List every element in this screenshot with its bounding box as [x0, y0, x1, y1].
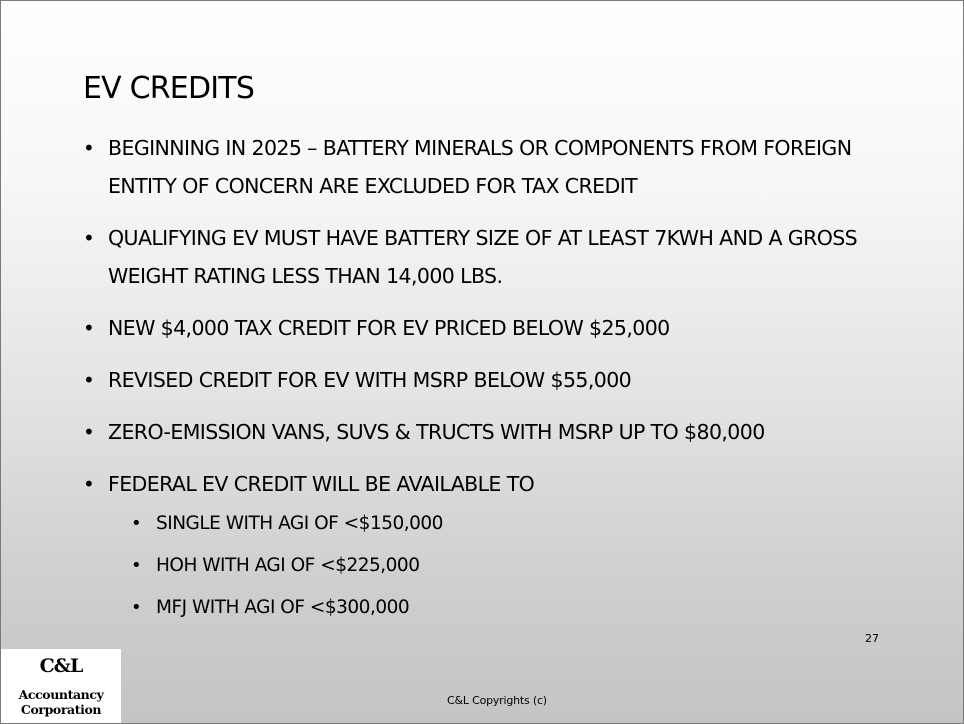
bullet-item — [83, 413, 913, 451]
sub-bullet-text: MFJ WITH AGI OF <$300,000 — [156, 597, 410, 618]
sub-bullet-text: SINGLE WITH AGI OF <$150,000 — [156, 513, 443, 534]
bullet-item — [83, 361, 913, 399]
bullet-dot-icon: • — [83, 136, 95, 160]
company-logo — [1, 649, 121, 723]
bullet-dot-icon: • — [83, 420, 95, 444]
bullet-item — [83, 309, 913, 347]
bullet-dot-icon: • — [83, 226, 95, 250]
bullet-dot-icon: • — [131, 555, 142, 576]
bullet-text: REVISED CREDIT FOR EV WITH MSRP BELOW $55,000 — [108, 368, 632, 392]
sub-bullet-item — [131, 507, 913, 540]
logo-mark: C&L — [39, 655, 83, 677]
bullet-item — [83, 219, 913, 295]
logo-text-line1: Accountancy — [18, 687, 104, 702]
bullet-dot-icon: • — [83, 368, 95, 392]
bullet-item — [83, 129, 913, 205]
sub-bullet-list — [108, 507, 913, 624]
footer-copyright: C&L Copyrights (c) — [447, 694, 547, 707]
bullet-text: FEDERAL EV CREDIT WILL BE AVAILABLE TO — [108, 472, 535, 496]
slide-title: EV CREDITS — [83, 71, 255, 106]
bullet-text: NEW $4,000 TAX CREDIT FOR EV PRICED BELOW $25,000 — [108, 316, 670, 340]
bullet-text: QUALIFYING EV MUST HAVE BATTERY SIZE OF AT LEAST 7KWH AND A GROSS WEIGHT RATING LESS THAN 14,000 LBS. — [108, 226, 858, 288]
bullet-list — [83, 129, 913, 638]
page-number: 27 — [865, 632, 879, 645]
bullet-dot-icon: • — [83, 472, 95, 496]
bullet-text: BEGINNING IN 2025 – BATTERY MINERALS OR COMPONENTS FROM FOREIGN ENTITY OF CONCERN ARE EXCLUDED FOR TAX CREDIT — [108, 136, 852, 198]
bullet-dot-icon: • — [131, 513, 142, 534]
sub-bullet-text: HOH WITH AGI OF <$225,000 — [156, 555, 420, 576]
bullet-item — [83, 465, 913, 624]
bullet-text: ZERO-EMISSION VANS, SUVS & TRUCTS WITH MSRP UP TO $80,000 — [108, 420, 765, 444]
sub-bullet-item — [131, 549, 913, 582]
bullet-dot-icon: • — [131, 597, 142, 618]
sub-bullet-item — [131, 591, 913, 624]
logo-text-line2: Corporation — [20, 702, 102, 717]
bullet-dot-icon: • — [83, 316, 95, 340]
